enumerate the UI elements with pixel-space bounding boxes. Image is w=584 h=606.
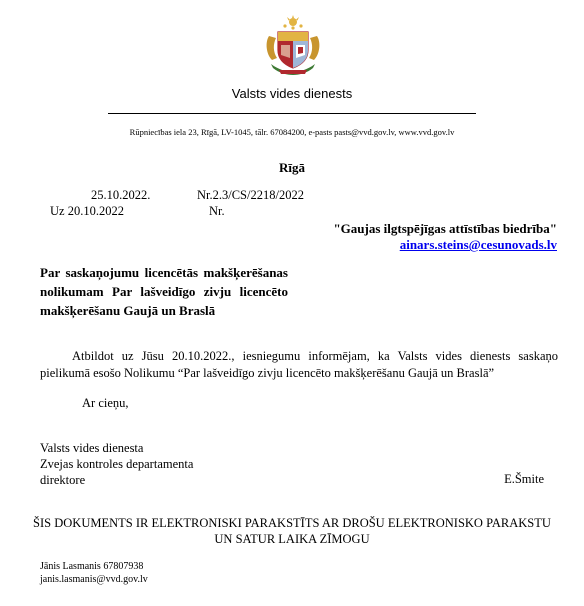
lion-icon (267, 36, 277, 60)
header-divider (108, 113, 476, 114)
closing-salutation: Ar cieņu, (82, 396, 129, 410)
reference-number: Nr. (209, 204, 225, 218)
place-of-issue: Rīgā (279, 160, 305, 175)
letter-body: Atbildot uz Jūsu 20.10.2022., iesniegumu informējam, ka Valsts vides dienests saskaņo pielikumā esošo Nolikumu “Par lašveidīgo zivju licencēto makšķerēšanu Gaujā un Braslā” (40, 349, 558, 380)
griffin-icon (309, 36, 319, 60)
signatory-org: Valsts vides dienesta (40, 441, 144, 455)
signatory-name: E.Šmite (504, 472, 544, 486)
recipient-block (333, 221, 557, 253)
stamp-text: ŠIS DOKUMENTS IR ELEKTRONISKI PARAKSTĪTS AR DROŠU ELEKTRONISKO PARAKSTU UN SATUR LAIKA ZĪMOGU (33, 516, 551, 546)
ribbon-icon (279, 70, 307, 74)
shield-icon (278, 32, 308, 68)
document-number: Nr.2.3/CS/2218/2022 (197, 188, 304, 202)
coat-of-arms-logo (263, 14, 323, 76)
contact-block (40, 560, 148, 586)
letter-subject: Par saskaņojumu licencētās makšķerēšanas nolikumam Par lašveidīgo zivju licencēto makšķerēšanu Gaujā un Braslā (40, 265, 288, 318)
agency-address: Rūpniecības iela 23, Rīgā, LV-1045, tālr. 67084200, e-pasts pasts@vvd.gov.lv, www.vvd.gov.lv (129, 127, 455, 137)
signatory-department: Zvejas kontroles departamenta (40, 457, 194, 471)
agency-name: Valsts vides dienests (231, 86, 353, 101)
recipient-email-link[interactable]: ainars.steins@cesunovads.lv (399, 237, 557, 252)
reference-date: Uz 20.10.2022 (50, 204, 124, 218)
electronic-signature-notice (0, 515, 584, 547)
recipient-name: "Gaujas ilgtspējīgas attīstības biedrība" (333, 221, 557, 236)
contact-person: Jānis Lasmanis 67807938 (40, 561, 144, 572)
document-date: 25.10.2022. (91, 188, 151, 202)
signatory-block (40, 440, 193, 488)
contact-email: janis.lasmanis@vvd.gov.lv (40, 574, 148, 585)
signatory-title: direktore (40, 473, 86, 487)
sun-icon (287, 15, 299, 26)
